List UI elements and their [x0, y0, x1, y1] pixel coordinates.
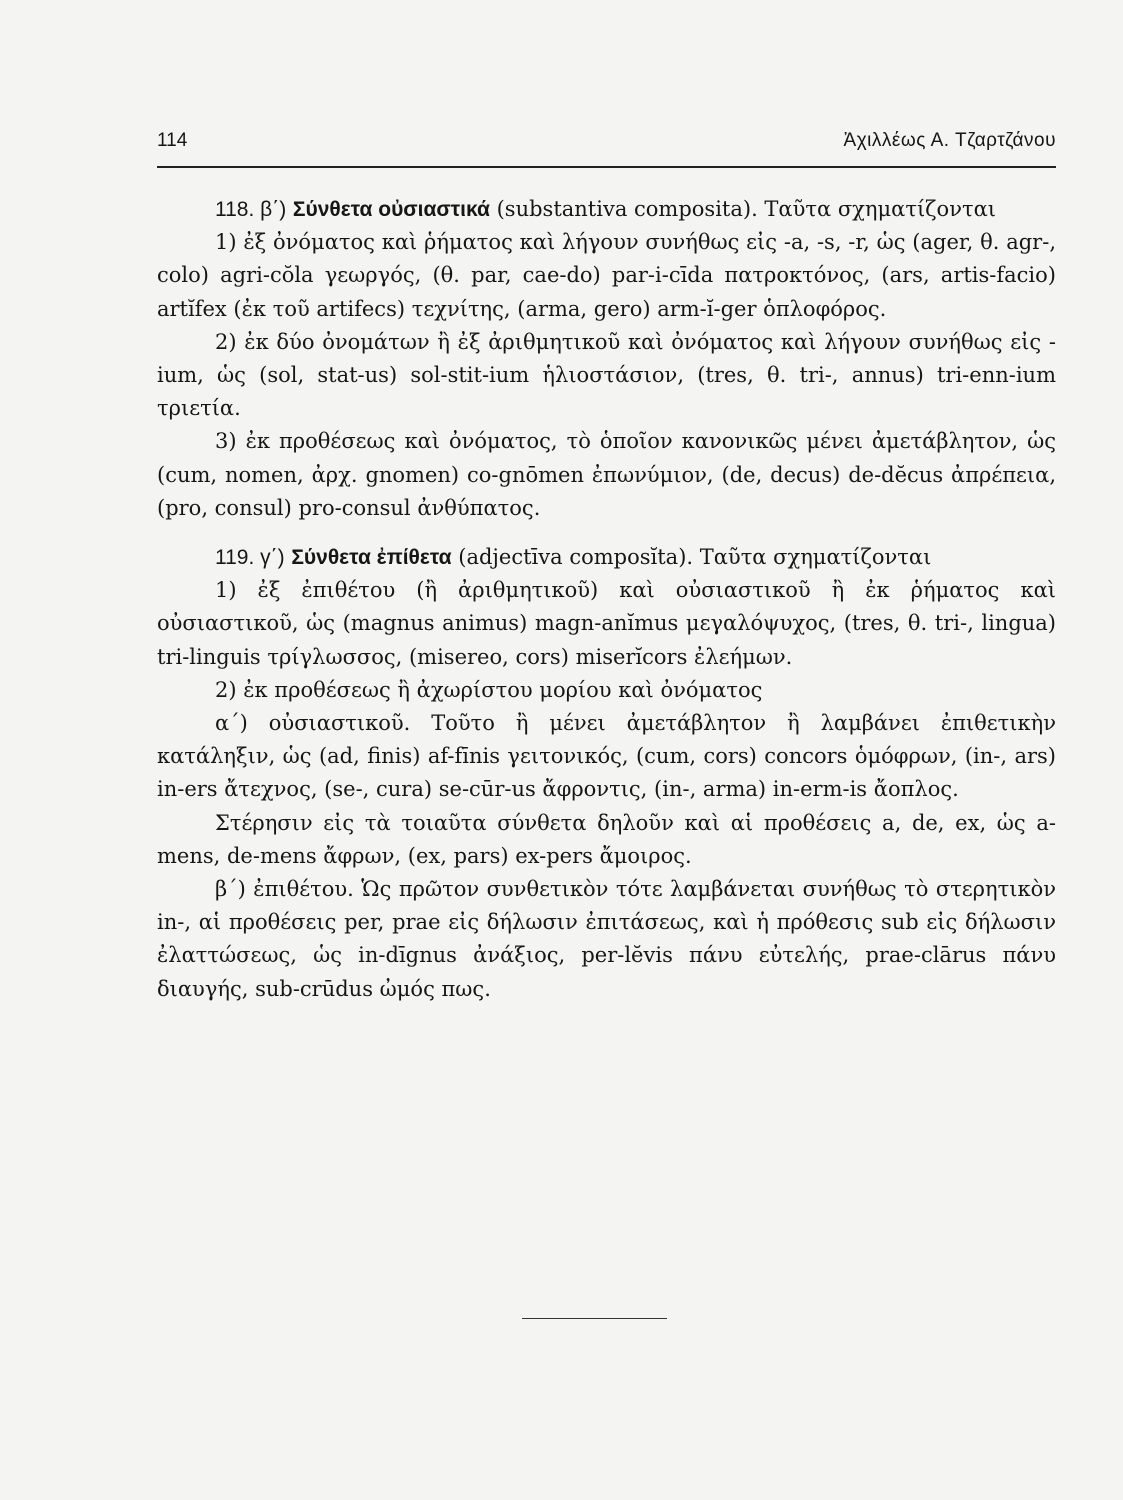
section-119-heading: [157, 541, 1056, 574]
header-rule: [157, 166, 1056, 168]
page-header: [157, 130, 1056, 162]
section-119-paragraph-2b: β΄) ἐπιθέτου. Ὡς πρῶτον συνθετικὸν τότε λαμβάνεται συνήθως τὸ στερητικὸν in-, αἱ προθέσεις per, prae εἰς δήλωσιν ἐπιτάσεως, καὶ ἡ πρόθεσις sub εἰς δήλωσιν ἐλαττώσεως, ὡς in-dīgnus ἀνάξιος, per-lĕvis πάνυ εὐτελής, prae-clārus πάνυ διαυγής, sub-crūdus ὠμός πως.: [157, 877, 1056, 1001]
footer-rule: [522, 1318, 667, 1319]
section-118-paragraph-3: 3) ἐκ προθέσεως καὶ ὀνόματος, τὸ ὁποῖον κανονικῶς μένει ἀμετάβλητον, ὡς (cum, nomen, ἀρχ. gnomen) co-gnōmen ἐπωνύμιον, (de, decus) de-dĕcus ἀπρέπεια, (pro, consul) pro-consul ἀνθύπατος.: [157, 429, 1056, 520]
page-number: 114: [157, 130, 188, 151]
section-119-privative: Στέρησιν εἰς τὰ τοιαῦτα σύνθετα δηλοῦν καὶ αἱ προθέσεις a, de, ex, ὡς a-mens, de-mens ἄφρων, (ex, pars) ex-pers ἄμοιρος.: [157, 810, 1056, 868]
section-118-title: Σύνθετα οὐσιαστικά: [292, 198, 490, 221]
running-head: Ἀχιλλέως Α. Τζαρτζάνου: [843, 130, 1056, 151]
section-118-paragraph-1: 1) ἐξ ὀνόματος καὶ ῥήματος καὶ λήγουν συνήθως εἰς -a, -s, -r, ὡς (ager, θ. agr-, colo) agri-cŏla γεωργός, (θ. par, cae-do) par-i-cīda πατροκτόνος, (ars, artis-facio) artĭfex (ἐκ τοῦ artifecs) τεχνίτης, (arma, gero) arm-ĭ-ger ὁπλοφόρος.: [157, 230, 1056, 321]
section-119-paragraph-2a: α΄) οὐσιαστικοῦ. Τοῦτο ἢ μένει ἀμετάβλητον ἢ λαμβάνει ἐπιθετικὴν κατάληξιν, ὡς (ad, finis) af-fīnis γειτονικός, (cum, cors) concors ὁμόφρων, (in-, ars) in-ers ἄτεχνος, (se-, cura) se-cūr-us ἄφροντις, (in-, arma) in-erm-is ἄοπλος.: [157, 711, 1056, 802]
section-119-number: 119. γ΄): [215, 546, 285, 570]
section-119-paragraph-2: 2) ἐκ προθέσεως ἢ ἀχωρίστου μορίου καὶ ὀνόματος: [215, 677, 763, 702]
section-118-number: 118. β΄): [215, 198, 287, 221]
section-118-intro: (substantiva composita). Ταῦτα σχηματίζονται: [496, 197, 996, 221]
body-text: [157, 193, 1056, 1006]
section-119-title: Σύνθετα ἐπίθετα: [291, 546, 452, 570]
section-118-paragraph-2: 2) ἐκ δύο ὀνομάτων ἢ ἐξ ἀριθμητικοῦ καὶ ὀνόματος καὶ λήγουν συνήθως εἰς -ium, ὡς (sol, stat-us) sol-stit-ium ἡλιοστάσιον, (tres, θ. tri-, annus) tri-enn-ium τριετία.: [157, 329, 1056, 421]
section-118-heading: [157, 193, 1056, 226]
section-119-intro: (adjectīva composĭta). Ταῦτα σχηματίζονται: [458, 545, 932, 570]
section-119-paragraph-1: 1) ἐξ ἐπιθέτου (ἢ ἀριθμητικοῦ) καὶ οὐσιαστικοῦ ἢ ἐκ ῥήματος καὶ οὐσιαστικοῦ, ὡς (magnus animus) magn-anĭmus μεγαλόψυχος, (tres, θ. tri-, lingua) tri-linguis τρίγλωσσος, (misereo, cors) miserĭcors ἐλεήμων.: [157, 578, 1056, 669]
